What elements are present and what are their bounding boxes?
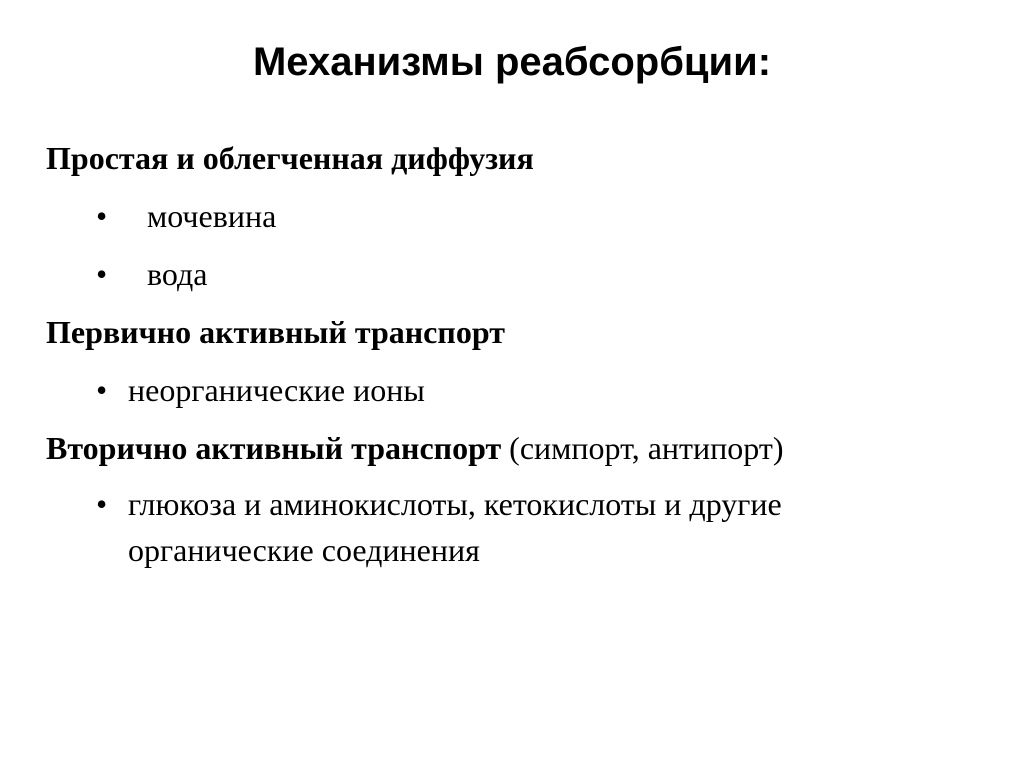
list-item-inorganic-ions: неорганические ионы bbox=[128, 372, 425, 408]
section-heading-note: (симпорт, антипорт) bbox=[509, 430, 784, 466]
list-item-urea: мочевина bbox=[147, 198, 277, 234]
list-item-glucose-line-1: глюкоза и аминокислоты, кетокислоты и другие bbox=[128, 486, 782, 522]
bullet-icon: • bbox=[96, 372, 108, 408]
bullet-icon: • bbox=[96, 198, 108, 234]
section-heading-diffusion: Простая и облегченная диффузия bbox=[46, 140, 534, 176]
section-heading-secondary-active-transport: Вторично активный транспорт bbox=[46, 430, 502, 466]
list-item-glucose-line-2: органические соединения bbox=[128, 532, 480, 568]
section-heading-secondary-active-transport-row bbox=[46, 428, 783, 468]
bullet-icon: • bbox=[96, 256, 108, 292]
bullet-icon: • bbox=[96, 486, 108, 522]
section-heading-primary-active-transport: Первично активный транспорт bbox=[46, 314, 505, 350]
slide-title: Механизмы реабсорбции: bbox=[252, 40, 772, 84]
list-item-water: вода bbox=[147, 256, 208, 292]
